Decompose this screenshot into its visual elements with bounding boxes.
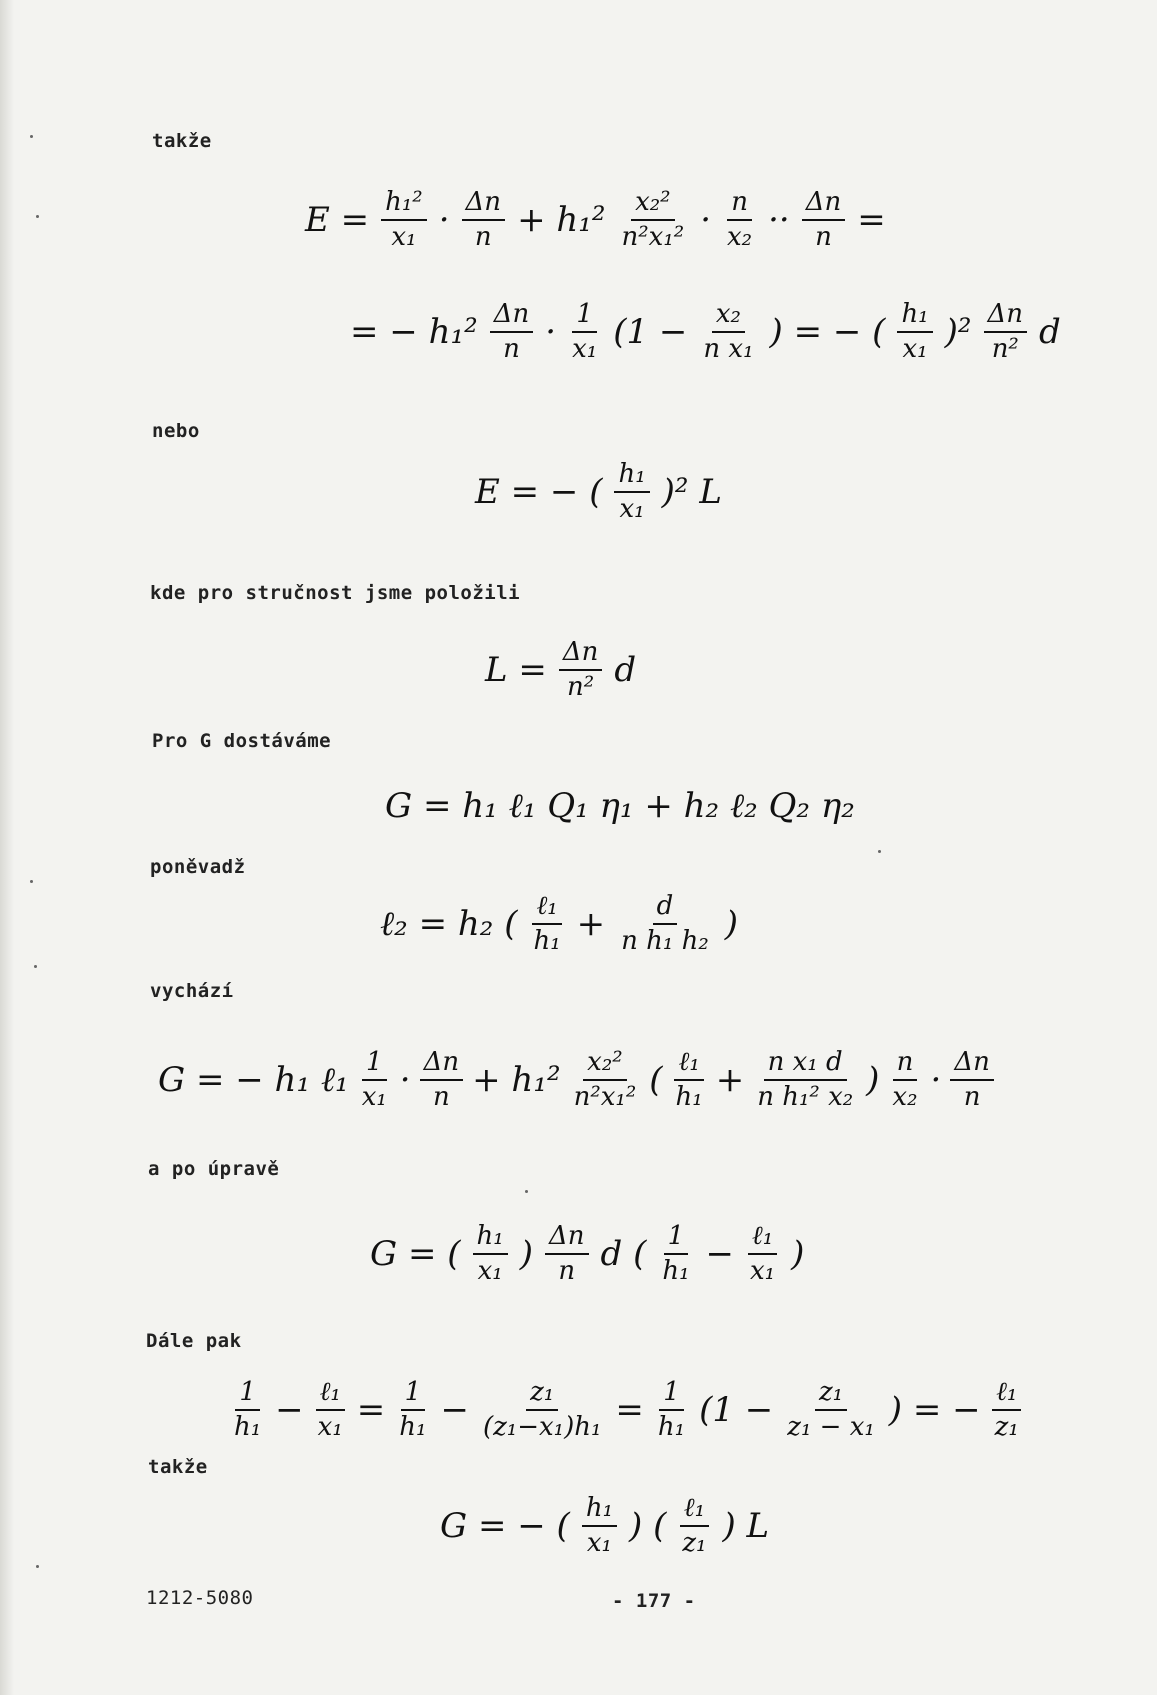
frac-num: Δn [490, 300, 534, 333]
eq4-fraction [559, 638, 603, 701]
eq9-open: (1 − [699, 1389, 774, 1430]
scan-speck [878, 850, 881, 853]
frac-num: n x₁ d [764, 1048, 847, 1081]
frac-num: d [653, 892, 678, 925]
frac-den: (z₁−x₁)h₁ [482, 1411, 602, 1442]
eq10-rhs: ) L [722, 1505, 770, 1546]
eq7-fraction-5 [753, 1048, 857, 1111]
text-takze-1: takže [152, 130, 212, 152]
eq10-mid: ) ( [629, 1505, 667, 1546]
frac-num: 1 [235, 1378, 260, 1411]
scan-speck [36, 1565, 39, 1568]
frac-num: Δn [545, 1222, 589, 1255]
frac-num: Δn [802, 188, 846, 221]
eq7-fraction-1 [358, 1048, 391, 1111]
frac-den: x₁ [750, 1255, 776, 1286]
text-kde: kde pro stručnost jsme položili [150, 582, 521, 604]
text-takze-2: takže [148, 1456, 208, 1478]
dot-operator: · [545, 311, 557, 352]
frac-num: ℓ₁ [680, 1494, 709, 1527]
eq1-fraction-3 [618, 188, 689, 251]
scan-speck [30, 135, 33, 138]
eq8-minus: − [705, 1233, 735, 1274]
eq9-fraction-3 [395, 1378, 430, 1441]
eq7-fraction-4 [672, 1048, 707, 1111]
frac-num: h₁ [582, 1494, 617, 1527]
text-nebo: nebo [152, 420, 200, 442]
eq7-open: ( [649, 1059, 663, 1100]
frac-den: x₁ [619, 493, 645, 524]
eq1-fraction-2 [462, 188, 506, 251]
eq7-fraction-7 [950, 1048, 994, 1111]
frac-den: n² [991, 333, 1019, 364]
dot-operator: · [930, 1059, 942, 1100]
eq2-square: )² [944, 311, 972, 352]
frac-den: x₁ [317, 1411, 343, 1442]
equation-e-short [475, 460, 722, 523]
frac-den: x₁ [902, 333, 928, 364]
equation-l-definition [485, 638, 636, 701]
frac-num: Δn [559, 638, 603, 671]
frac-num: h₁² [381, 188, 427, 221]
equation-g-expanded [158, 1048, 994, 1111]
frac-den: n [432, 1081, 450, 1112]
dot-operator: · [399, 1059, 411, 1100]
eq9-fraction-1 [230, 1378, 265, 1441]
dot-operator: ·· [768, 199, 790, 240]
eq7-fraction-2 [420, 1048, 464, 1111]
frac-num: ℓ₁ [748, 1222, 777, 1255]
frac-num: z₁ [526, 1378, 558, 1411]
frac-num: x₂² [631, 188, 675, 221]
eq7-fraction-3 [570, 1048, 641, 1111]
eq8-fraction-3 [658, 1222, 693, 1285]
frac-den: x₁ [572, 333, 598, 364]
frac-den: x₁ [361, 1081, 387, 1112]
frac-den: z₁ [682, 1527, 707, 1558]
frac-num: z₁ [815, 1378, 847, 1411]
frac-num: ℓ₁ [532, 892, 561, 925]
frac-den: z₁ [994, 1411, 1019, 1442]
equals-sign: = [857, 199, 886, 240]
eq9-fraction-5 [654, 1378, 689, 1441]
frac-num: 1 [664, 1222, 689, 1255]
frac-den: n h₁ h₂ [621, 925, 709, 956]
frac-num: x₂ [712, 300, 745, 333]
frac-den: x₁ [391, 221, 417, 252]
eq1-lhs: E = [305, 199, 370, 240]
frac-den: n [474, 221, 492, 252]
equation-e-line1 [305, 188, 886, 251]
frac-num: 1 [362, 1048, 387, 1081]
eq2-mid: ) = − ( [769, 311, 886, 352]
frac-den: n²x₁² [573, 1081, 637, 1112]
eq9-eq1: = [356, 1389, 386, 1430]
eq8-fraction-2 [545, 1222, 589, 1285]
eq7-fraction-6 [888, 1048, 921, 1111]
eq8-mid: ) [519, 1233, 533, 1274]
eq5-body: G = h₁ ℓ₁ Q₁ η₁ + h₂ ℓ₂ Q₂ η₂ [385, 786, 855, 826]
eq8-close: ) [791, 1233, 805, 1274]
eq6-fraction-1 [530, 892, 565, 955]
eq2-fraction-1 [490, 300, 534, 363]
frac-den: z₁ − x₁ [787, 1411, 875, 1442]
eq2-fraction-3 [699, 300, 757, 363]
frac-num: 1 [572, 300, 597, 333]
eq7-plus2: + [715, 1059, 745, 1100]
equation-reciprocal-identity [230, 1378, 1023, 1441]
frac-den: h₁ [234, 1411, 262, 1442]
frac-num: n [727, 188, 752, 221]
frac-num: Δn [950, 1048, 994, 1081]
frac-den: h₁ [533, 925, 561, 956]
dot-operator: · [700, 199, 712, 240]
frac-num: Δn [984, 300, 1028, 333]
eq10-fraction-2 [678, 1494, 710, 1557]
frac-den: x₁ [477, 1255, 503, 1286]
eq3-fraction [614, 460, 649, 523]
frac-den: h₁ [662, 1255, 690, 1286]
frac-den: n [963, 1081, 981, 1112]
eq3-rhs: )² L [661, 471, 722, 512]
frac-den: x₂ [892, 1081, 918, 1112]
frac-den: n²x₁² [621, 221, 685, 252]
eq8-lhs: G = ( [370, 1233, 461, 1274]
eq7-close: ) [866, 1059, 880, 1100]
eq9-fraction-2 [314, 1378, 347, 1441]
eq2-paren-open: (1 − [613, 311, 688, 352]
frac-den: h₁ [675, 1081, 703, 1112]
frac-num: h₁ [473, 1222, 508, 1255]
eq2-end: d [1039, 311, 1061, 352]
frac-den: n x₁ [703, 333, 754, 364]
text-dale-pak: Dále pak [146, 1330, 242, 1352]
eq10-fraction-1 [582, 1494, 617, 1557]
frac-den: x₂ [727, 221, 753, 252]
frac-den: h₁ [399, 1411, 427, 1442]
frac-num: 1 [401, 1378, 426, 1411]
frac-num: x₂² [583, 1048, 627, 1081]
eq2-fraction-4 [897, 300, 932, 363]
frac-num: h₁ [614, 460, 649, 493]
equation-g-final [440, 1494, 769, 1557]
frac-den: x₁ [586, 1527, 612, 1558]
eq6-lhs: ℓ₂ = h₂ ( [380, 903, 518, 944]
text-a-po-uprave: a po úpravě [148, 1158, 280, 1180]
scan-speck [34, 965, 37, 968]
eq10-lhs: G = − ( [440, 1505, 570, 1546]
eq6-plus: + [576, 903, 606, 944]
frac-den: n² [567, 671, 595, 702]
frac-den: n [503, 333, 520, 364]
frac-num: ℓ₁ [674, 1048, 703, 1081]
eq1-plus: + h₁² [517, 199, 606, 240]
equation-e-line2 [350, 300, 1061, 363]
scan-speck [30, 880, 33, 883]
frac-num: Δn [462, 188, 506, 221]
frac-num: 1 [659, 1378, 684, 1411]
dot-operator: · [438, 199, 450, 240]
page-edge-shadow [0, 0, 14, 1695]
eq1-fraction-1 [381, 188, 427, 251]
eq2-fraction-5 [984, 300, 1028, 363]
eq8-d: d ( [600, 1233, 647, 1274]
eq1-fraction-4 [723, 188, 756, 251]
page-number: - 177 - [612, 1590, 696, 1612]
scan-speck [36, 215, 39, 218]
frac-num: n [893, 1048, 918, 1081]
frac-den: n [558, 1255, 576, 1286]
frac-den: h₁ [657, 1411, 686, 1442]
eq9-close: ) = − [888, 1389, 981, 1430]
equation-g-simplified [370, 1222, 804, 1285]
text-pro-g: Pro G dostáváme [152, 730, 332, 752]
eq6-fraction-2 [617, 892, 713, 955]
equation-g-definition [385, 786, 855, 826]
eq9-eq2: = [615, 1389, 644, 1430]
frac-den: n h₁² x₂ [757, 1081, 854, 1112]
eq9-fraction-4 [479, 1378, 605, 1441]
scan-speck [525, 1190, 528, 1193]
frac-num: ℓ₁ [316, 1378, 345, 1411]
text-ponevadz: poněvadž [150, 856, 246, 878]
eq9-fraction-7 [991, 1378, 1023, 1441]
eq6-close: ) [724, 903, 739, 944]
equation-l2 [380, 892, 738, 955]
eq7-lhs: G = − h₁ ℓ₁ [158, 1059, 349, 1100]
eq8-fraction-4 [746, 1222, 779, 1285]
eq9-fraction-6 [783, 1378, 879, 1441]
eq4-rhs: d [614, 649, 637, 690]
eq9-minus: − [275, 1389, 304, 1430]
text-vychazi: vychází [150, 980, 234, 1002]
frac-num: Δn [420, 1048, 464, 1081]
eq4-lhs: L = [485, 649, 547, 690]
eq3-lhs: E = − ( [475, 471, 603, 512]
frac-num: ℓ₁ [992, 1378, 1021, 1411]
frac-num: h₁ [897, 300, 932, 333]
eq2-fraction-2 [568, 300, 601, 363]
doc-number: 1212-5080 [146, 1587, 254, 1609]
frac-den: n [815, 221, 832, 252]
eq2-start: = − h₁² [350, 311, 478, 352]
eq8-fraction-1 [473, 1222, 508, 1285]
eq7-plus: + h₁² [472, 1059, 561, 1100]
eq1-fraction-5 [802, 188, 846, 251]
eq9-minus2: − [440, 1389, 469, 1430]
